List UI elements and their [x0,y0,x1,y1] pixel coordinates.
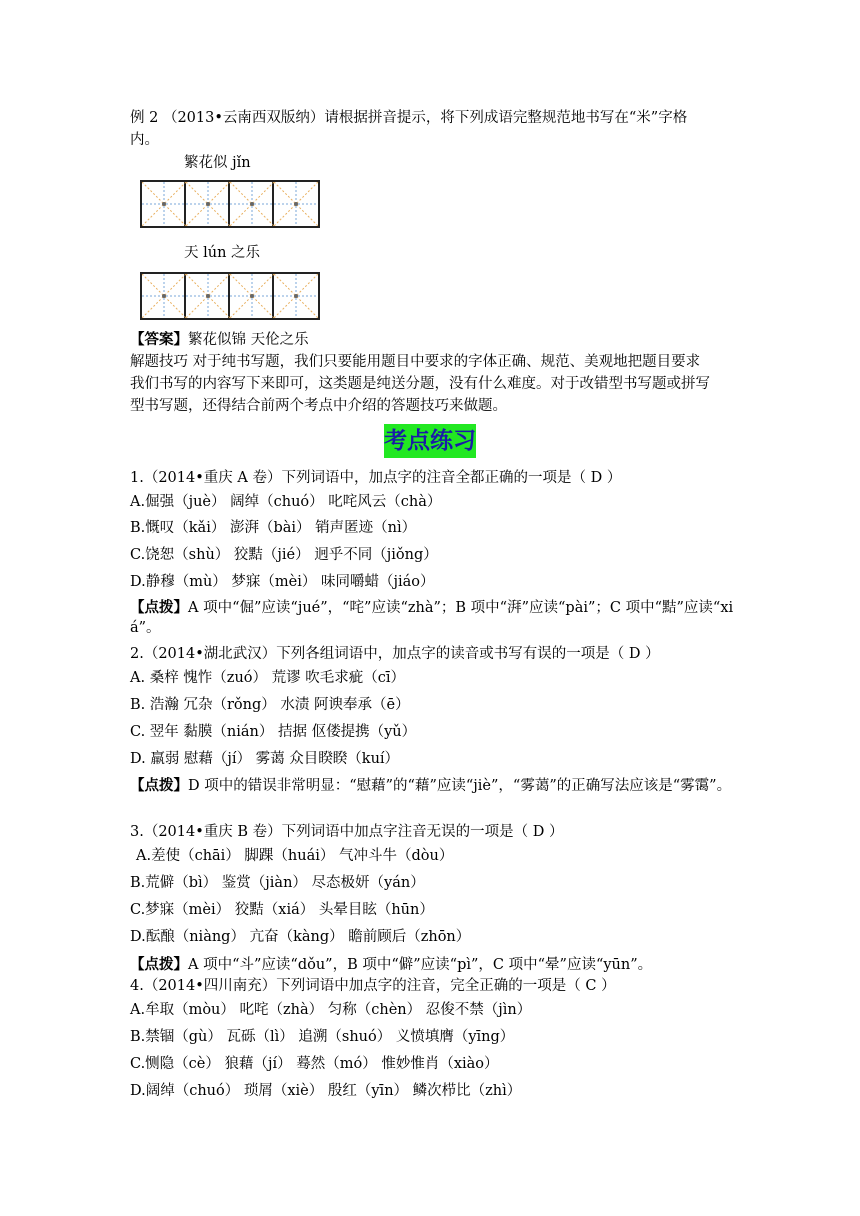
question-1-stem: 1.（2014•重庆 A 卷）下列词语中，加点字的注音全都正确的一项是（ D ） [130,470,622,486]
hint-text: A 项中“倔”应读“jué”，“咤”应读“zhà”；B 项中“湃”应读“pài”；C 项中“黠”应读“xiá”。 [130,600,734,636]
question-4-stem: 4.（2014•四川南充）下列词语中加点字的注音，完全正确的一项是（ C ） [130,978,616,994]
hint-text: A 项中“斗”应读“dǒu”，B 项中“僻”应读“pì”，C 项中“晕”应读“yūn”。 [188,957,653,973]
question-4-option-b: B.禁锢（gù） 瓦砾（lì） 追溯（shuó） 义愤填膺（yīng） [130,1029,515,1045]
question-4-option-c: C.恻隐（cè） 狼藉（jí） 蓦然（mó） 惟妙惟肖（xiào） [130,1056,499,1072]
question-1-option-d: D.静穆（mù） 梦寐（mèi） 味同嚼蜡（jiáo） [130,574,435,590]
mi-grid-1 [140,180,320,228]
question-2-stem: 2.（2014•湖北武汉）下列各组词语中，加点字的读音或书写有误的一项是（ D ） [130,646,660,662]
question-3-option-a: A.差使（chāi） 脚踝（huái） 气冲斗牛（dòu） [136,848,454,864]
question-3-option-d: D.酝酿（niàng） 亢奋（kàng） 瞻前顾后（zhōn） [130,929,471,945]
question-1-option-a: A.倔强（juè） 阔绰（chuó） 叱咤风云（chà） [130,494,442,510]
question-1-option-c: C.饶恕（shù） 狡黠（jié） 迥乎不同（jiǒng） [130,547,438,563]
answer-label: 【答案】 [130,331,188,348]
mi-grid-2 [140,272,320,320]
hint-label: 【点拨】 [130,599,188,616]
mi-grid-cell [230,274,274,318]
question-3-option-c: C.梦寐（mèi） 狡黠（xiá） 头晕目眩（hūn） [130,902,434,918]
question-1-hint [130,598,735,638]
mi-grid-cell [142,274,186,318]
mi-grid-cell [274,182,318,226]
question-2-hint [130,776,735,796]
question-4-option-a: A.牟取（mòu） 叱咤（zhà） 匀称（chèn） 忍俊不禁（jìn） [130,1002,532,1018]
idiom-prompt-1: 繁花似 jǐn [184,155,251,171]
question-4-option-d: D.阔绰（chuó） 琐屑（xiè） 殷红（yīn） 鳞次栉比（zhì） [130,1083,522,1099]
tip-line-3: 型书写题，还得结合前两个考点中介绍的答题技巧来做题。 [130,398,507,414]
example-line-1: 例 2 （2013•云南西双版纳）请根据拼音提示，将下列成语完整规范地书写在“米”字格 [130,110,688,126]
question-3-option-b: B.荒僻（bì） 鉴赏（jiàn） 尽态极妍（yán） [130,875,425,891]
question-2-option-a: A. 桑梓 愧怍（zuó） 荒谬 吹毛求疵（cī） [130,670,405,686]
question-3-stem: 3.（2014•重庆 B 卷）下列词语中加点字注音无误的一项是（ D ） [130,824,564,840]
tip-line-2: 我们书写的内容写下来即可，这类题是纯送分题，没有什么难度。对于改错型书写题或拼写 [130,376,710,392]
answer-text: 繁花似锦 天伦之乐 [188,332,309,348]
question-2-option-d: D. 羸弱 慰藉（jí） 雾蔼 众目睽睽（kuí） [130,751,400,767]
example-line-2: 内。 [130,132,159,148]
idiom-prompt-2: 天 lún 之乐 [184,245,261,261]
tip-line-1: 解题技巧 对于纯书写题，我们只要能用题目中要求的字体正确、规范、美观地把题目要求 [130,354,701,370]
question-3-hint [130,955,735,975]
mi-grid-cell [142,182,186,226]
question-1-option-b: B.慨叹（kǎi） 澎湃（bài） 销声匿迹（nì） [130,520,417,536]
hint-text: D 项中的错误非常明显：“慰藉”的“藉”应读“jiè”，“雾蔼”的正确写法应该是“雾霭”。 [188,778,732,794]
question-2-option-c: C. 翌年 黏膜（nián） 拮据 伛偻提携（yǔ） [130,724,417,740]
mi-grid-cell [274,274,318,318]
question-2-option-b: B. 浩瀚 冗杂（rǒng） 水渍 阿谀奉承（ē） [130,697,410,713]
mi-grid-cell [186,182,230,226]
answer-line [130,330,309,350]
section-heading: 考点练习 [384,424,476,458]
hint-label: 【点拨】 [130,956,188,973]
mi-grid-cell [186,274,230,318]
mi-grid-cell [230,182,274,226]
hint-label: 【点拨】 [130,777,188,794]
